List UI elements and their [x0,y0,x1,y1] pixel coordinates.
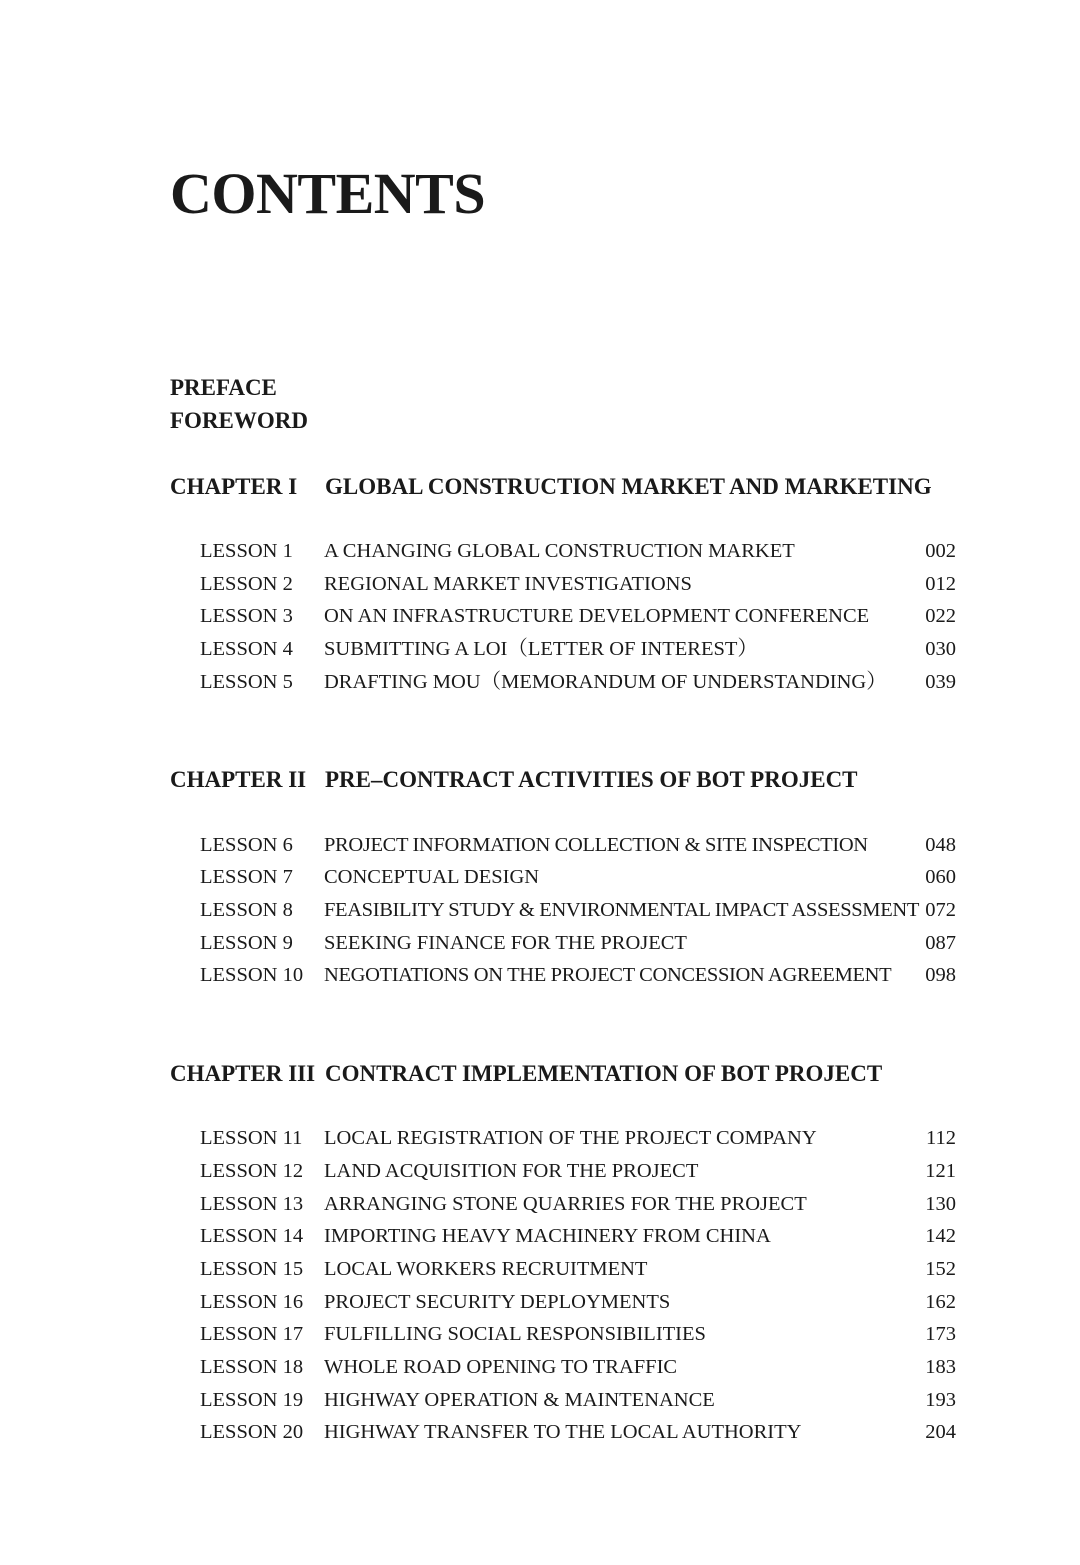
chapter-number: CHAPTER III [170,1061,316,1086]
toc-entry [200,894,960,926]
lesson-number: LESSON 12 [200,1160,304,1182]
chapter-title: CONTRACT IMPLEMENTATION OF BOT PROJECT [325,1061,883,1086]
chapter-heading [170,764,970,796]
lesson-number: LESSON 18 [200,1356,304,1378]
page-number: 030 [925,638,956,660]
page-number: 204 [925,1421,956,1443]
toc-entry [200,1253,960,1285]
page-number: 121 [925,1160,956,1182]
toc-entry [200,927,960,959]
chapter-number: CHAPTER II [170,767,307,792]
lesson-number: LESSON 9 [200,932,293,954]
lesson-title: LOCAL WORKERS RECRUITMENT [324,1258,648,1280]
toc-entry [200,1122,960,1154]
front-matter-preface: PREFACE [170,375,277,400]
page-title: CONTENTS [170,161,486,226]
page-number: 002 [925,540,956,562]
toc-entry [200,1220,960,1252]
chapter-title: PRE–CONTRACT ACTIVITIES OF BOT PROJECT [325,767,858,792]
lesson-number: LESSON 6 [200,834,293,856]
page-number: 022 [925,605,956,627]
lesson-number: LESSON 2 [200,573,293,595]
lesson-title: SUBMITTING A LOI（LETTER OF INTEREST） [324,638,758,660]
lesson-title: A CHANGING GLOBAL CONSTRUCTION MARKET [324,540,795,562]
toc-entry [200,535,960,567]
page-number: 193 [925,1389,956,1411]
toc-entry [200,1318,960,1350]
lesson-number: LESSON 11 [200,1127,303,1149]
toc-entry [200,1188,960,1220]
page-number: 173 [925,1323,956,1345]
lesson-title: IMPORTING HEAVY MACHINERY FROM CHINA [324,1225,771,1247]
page-number: 012 [925,573,956,595]
lesson-title: HIGHWAY OPERATION & MAINTENANCE [324,1389,715,1411]
lesson-title: ON AN INFRASTRUCTURE DEVELOPMENT CONFERENCE [324,605,870,627]
lesson-title: PROJECT INFORMATION COLLECTION & SITE INSPECTION [324,834,868,856]
page-number: 152 [925,1258,956,1280]
chapter-title: GLOBAL CONSTRUCTION MARKET AND MARKETING [325,474,932,499]
lesson-number: LESSON 8 [200,899,293,921]
toc-entry [200,1416,960,1448]
page-number: 060 [925,866,956,888]
toc-entry [200,959,960,991]
lesson-title: WHOLE ROAD OPENING TO TRAFFIC [324,1356,678,1378]
lesson-number: LESSON 4 [200,638,293,660]
lesson-title: DRAFTING MOU（MEMORANDUM OF UNDERSTANDING） [324,671,887,693]
lesson-title: HIGHWAY TRANSFER TO THE LOCAL AUTHORITY [324,1421,802,1443]
lesson-number: LESSON 10 [200,964,304,986]
page-number: 162 [925,1291,956,1313]
lesson-title: SEEKING FINANCE FOR THE PROJECT [324,932,687,954]
toc-entry [200,568,960,600]
toc-entry [200,829,960,861]
front-matter-foreword: FOREWORD [170,408,308,433]
chapter-heading [170,471,970,503]
toc-entry [200,666,960,698]
page-number: 130 [925,1193,956,1215]
chapter-heading [170,1058,970,1090]
page-number: 087 [925,932,956,954]
page-number: 112 [926,1127,956,1149]
lesson-title: CONCEPTUAL DESIGN [324,866,540,888]
lesson-number: LESSON 5 [200,671,293,693]
toc-entry [200,1384,960,1416]
lesson-title: LAND ACQUISITION FOR THE PROJECT [324,1160,699,1182]
lesson-title: FEASIBILITY STUDY & ENVIRONMENTAL IMPACT ASSESSMENT [324,899,919,921]
page-number: 072 [925,899,956,921]
page-number: 142 [925,1225,956,1247]
lesson-number: LESSON 13 [200,1193,304,1215]
toc-entry [200,600,960,632]
chapter-number: CHAPTER I [170,474,298,499]
lesson-title: NEGOTIATIONS ON THE PROJECT CONCESSION AGREEMENT [324,964,892,986]
page-number: 039 [925,671,956,693]
lesson-title: PROJECT SECURITY DEPLOYMENTS [324,1291,671,1313]
lesson-title: FULFILLING SOCIAL RESPONSIBILITIES [324,1323,706,1345]
lesson-number: LESSON 1 [200,540,293,562]
lesson-number: LESSON 14 [200,1225,304,1247]
toc-entry [200,1351,960,1383]
lesson-number: LESSON 16 [200,1291,304,1313]
lesson-number: LESSON 19 [200,1389,304,1411]
page-number: 048 [925,834,956,856]
lesson-title: LOCAL REGISTRATION OF THE PROJECT COMPANY [324,1127,817,1149]
lesson-title: ARRANGING STONE QUARRIES FOR THE PROJECT [324,1193,807,1215]
lesson-number: LESSON 17 [200,1323,304,1345]
lesson-number: LESSON 3 [200,605,293,627]
toc-entry [200,1286,960,1318]
page-number: 098 [925,964,956,986]
lesson-number: LESSON 7 [200,866,293,888]
lesson-number: LESSON 15 [200,1258,304,1280]
lesson-title: REGIONAL MARKET INVESTIGATIONS [324,573,692,595]
page-number: 183 [925,1356,956,1378]
toc-entry [200,633,960,665]
lesson-number: LESSON 20 [200,1421,304,1443]
toc-entry [200,861,960,893]
toc-entry [200,1155,960,1187]
